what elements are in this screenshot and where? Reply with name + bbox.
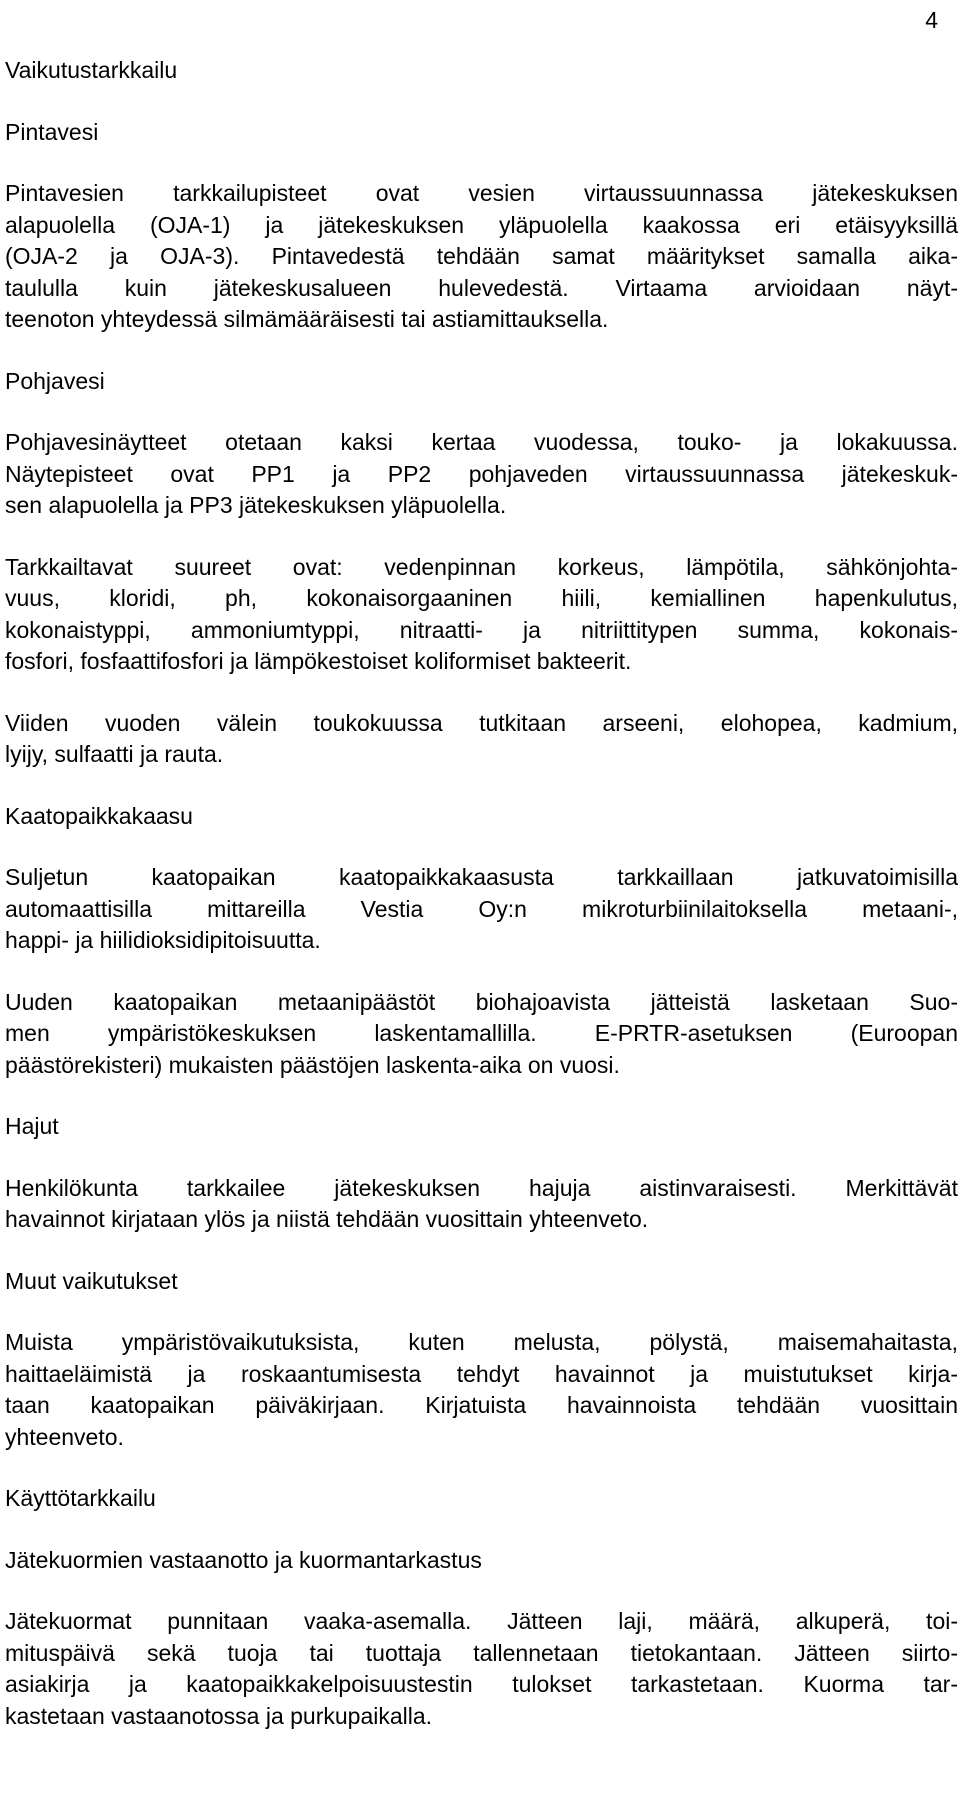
- section-heading: Jätekuormien vastaanotto ja kuormantarkastus: [5, 1546, 482, 1573]
- paragraph: [5, 862, 958, 957]
- paragraph-line: Suljetun kaatopaikan kaatopaikkakaasusta tarkkaillaan jatkuvatoimisilla: [5, 864, 958, 890]
- section-heading: Vaikutustarkkailu: [5, 57, 178, 83]
- paragraph: [5, 708, 958, 771]
- paragraph-line: mituspäivä sekä tuoja tai tuottaja tallennetaan tietokantaan. Jätteen siirto-: [5, 1639, 958, 1666]
- section-heading: Pohjavesi: [5, 367, 105, 394]
- paragraph: [5, 1606, 958, 1732]
- paragraph: [5, 1173, 958, 1236]
- paragraph-line: haittaeläimistä ja roskaantumisesta tehdyt havainnot ja muistutukset kirja-: [5, 1360, 958, 1387]
- paragraph-line: Jätekuormat punnitaan vaaka-asemalla. Jätteen laji, määrä, alkuperä, toi-: [5, 1608, 958, 1634]
- paragraph-line: Uuden kaatopaikan metaanipäästöt biohajoavista jätteistä lasketaan Suo-: [5, 988, 958, 1015]
- paragraph-line: Muista ympäristövaikutuksista, kuten melusta, pölystä, maisemahaitasta,: [5, 1329, 958, 1355]
- paragraph-line: vuus, kloridi, ph, kokonaisorgaaninen hiili, kemiallinen hapenkulutus,: [5, 585, 958, 611]
- page-number: 4: [925, 7, 938, 33]
- section-heading: Kaatopaikkakaasu: [5, 802, 193, 829]
- paragraph-line: (OJA-2 ja OJA-3). Pintavedestä tehdään samat määritykset samalla aika-: [5, 243, 958, 269]
- paragraph: [5, 178, 958, 336]
- paragraph-line: sen alapuolella ja PP3 jätekeskuksen yläpuolella.: [5, 492, 507, 518]
- paragraph-line: Näytepisteet ovat PP1 ja PP2 pohjaveden virtaussuunnassa jätekeskuk-: [5, 460, 958, 487]
- paragraph-line: alapuolella (OJA-1) ja jätekeskuksen yläpuolella kaakossa eri etäisyyksillä: [5, 211, 958, 238]
- paragraph-line: yhteenveto.: [5, 1423, 124, 1450]
- paragraph-line: fosfori, fosfaattifosfori ja lämpökestoiset koliformiset bakteerit.: [5, 648, 632, 674]
- paragraph: [5, 427, 958, 522]
- document-body: [5, 55, 958, 1762]
- paragraph: [5, 987, 958, 1082]
- section-heading: Pintavesi: [5, 118, 99, 145]
- paragraph-line: men ympäristökeskuksen laskentamallilla. E-PRTR-asetuksen (Euroopan: [5, 1020, 958, 1046]
- paragraph-line: Pohjavesinäytteet otetaan kaksi kertaa vuodessa, touko- ja lokakuussa.: [5, 429, 958, 455]
- section-heading: Muut vaikutukset: [5, 1267, 178, 1294]
- paragraph: [5, 552, 958, 678]
- paragraph-line: päästörekisteri) mukaisten päästöjen laskenta-aika on vuosi.: [5, 1051, 620, 1078]
- paragraph-line: lyijy, sulfaatti ja rauta.: [5, 741, 224, 767]
- paragraph-line: Henkilökunta tarkkailee jätekeskuksen hajuja aistinvaraisesti. Merkittävät: [5, 1174, 958, 1201]
- paragraph-line: happi- ja hiilidioksidipitoisuutta.: [5, 927, 321, 953]
- paragraph: [5, 1327, 958, 1453]
- paragraph-line: Pintavesien tarkkailupisteet ovat vesien virtaussuunnassa jätekeskuksen: [5, 180, 958, 206]
- paragraph-line: teenoton yhteydessä silmämääräisesti tai astiamittauksella.: [5, 306, 609, 332]
- paragraph-line: kokonaistyppi, ammoniumtyppi, nitraatti- ja nitriittitypen summa, kokonais-: [5, 616, 958, 643]
- paragraph-line: kastetaan vastaanotossa ja purkupaikalla.: [5, 1702, 433, 1729]
- paragraph-line: Viiden vuoden välein toukokuussa tutkitaan arseeni, elohopea, kadmium,: [5, 709, 958, 736]
- paragraph-line: havainnot kirjataan ylös ja niistä tehdään vuosittain yhteenveto.: [5, 1206, 649, 1232]
- paragraph-line: taululla kuin jätekeskusalueen hulevedestä. Virtaama arvioidaan näyt-: [5, 274, 958, 301]
- paragraph-line: taan kaatopaikan päiväkirjaan. Kirjatuista havainnoista tehdään vuosittain: [5, 1392, 958, 1418]
- section-heading: Hajut: [5, 1113, 59, 1139]
- paragraph-line: automaattisilla mittareilla Vestia Oy:n mikroturbiinilaitoksella metaani-,: [5, 895, 958, 922]
- section-heading: Käyttötarkkailu: [5, 1485, 156, 1511]
- paragraph-line: asiakirja ja kaatopaikkakelpoisuustestin tulokset tarkastetaan. Kuorma tar-: [5, 1671, 958, 1697]
- paragraph-line: Tarkkailtavat suureet ovat: vedenpinnan korkeus, lämpötila, sähkönjohta-: [5, 553, 958, 580]
